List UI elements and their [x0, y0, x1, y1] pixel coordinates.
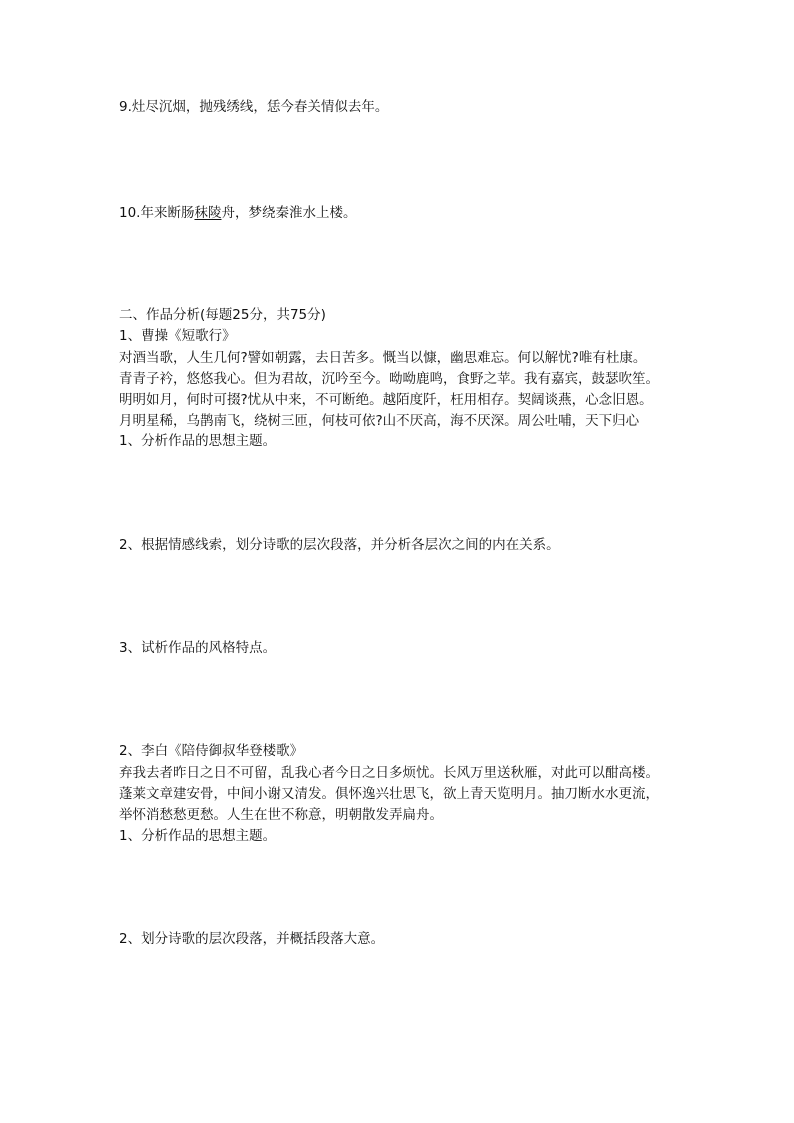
poem2-line: 蓬莱文章建安骨，中间小谢又清发。俱怀逸兴壮思飞，欲上青天览明月。抽刀断水水更流， [119, 786, 659, 802]
poem2-line: 举怀消愁愁更愁。人生在世不称意，明朝散发弄扁舟。 [119, 807, 443, 823]
question-10 [119, 203, 356, 223]
poem1-question: 3、试析作品的风格特点。 [119, 640, 277, 656]
question-10-after: 舟，梦绕秦淮水上楼。 [221, 205, 357, 221]
poem1-line: 月明星稀，乌鹊南飞，绕树三匝，何枝可依?山不厌高，海不厌深。周公吐哺，天下归心 [119, 413, 640, 429]
poem1-line: 青青子衿，悠悠我心。但为君故，沉吟至今。呦呦鹿鸣，食野之苹。我有嘉宾，鼓瑟吹笙。 [119, 371, 659, 387]
poem2-heading: 2、李白《陪侍御叔华登楼歌》 [119, 743, 304, 759]
poem1-question: 1、分析作品的思想主题。 [119, 433, 277, 449]
question-10-underlined: 秣陵 [194, 205, 222, 221]
poem1-question: 2、根据情感线索，划分诗歌的层次段落，并分析各层次之间的内在关系。 [119, 537, 560, 553]
poem1-heading: 1、曹操《短歌行》 [119, 328, 236, 344]
poem1-line: 对酒当歌，人生几何?譬如朝露，去日苦多。慨当以慷，幽思难忘。何以解忧?唯有杜康。 [119, 350, 647, 366]
poem2-line: 弃我去者昨日之日不可留，乱我心者今日之日多烦忧。长风万里送秋雁，对此可以酣高楼。 [119, 765, 659, 781]
section-title: 二、作品分析(每题25分，共75分) [119, 307, 326, 323]
question-9: 9.灶尽沉烟，抛残绣线，恁今春关情似去年。 [119, 99, 389, 115]
poem1-line: 明明如月，何时可掇?忧从中来，不可断绝。越陌度阡，枉用相存。契阔谈燕，心念旧恩。 [119, 392, 653, 408]
question-10-before: 10.年来断肠 [119, 205, 195, 221]
poem2-question: 1、分析作品的思想主题。 [119, 828, 277, 844]
poem2-question: 2、划分诗歌的层次段落，并概括段落大意。 [119, 931, 385, 947]
